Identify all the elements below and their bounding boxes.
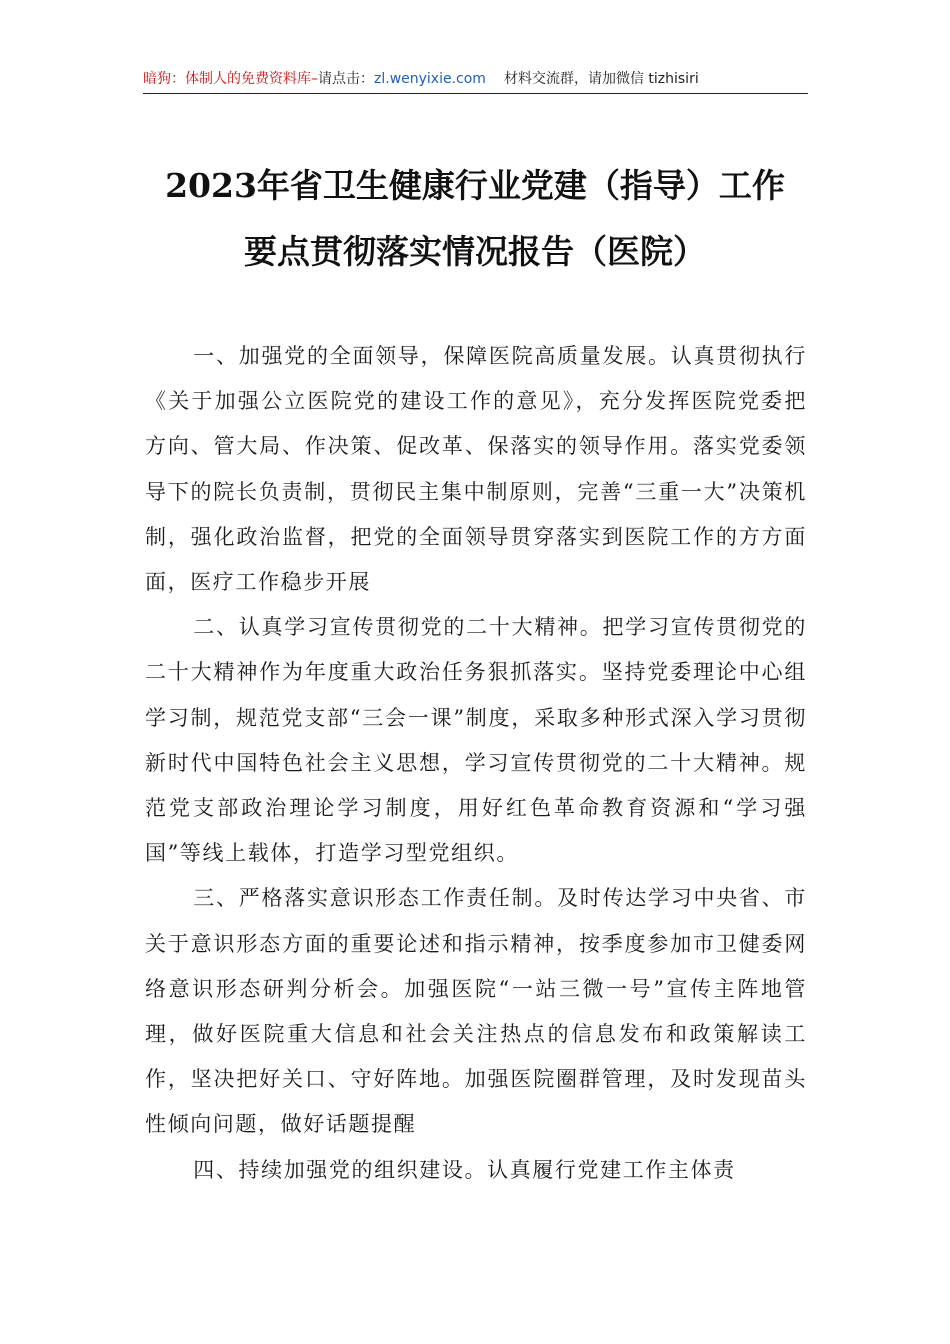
paragraph-4: 四、持续加强党的组织建设。认真履行党建工作主体责 bbox=[193, 1157, 736, 1182]
document-header-banner bbox=[143, 66, 808, 92]
document-title-line-1: 2023年省卫生健康行业党建（指导）工作 bbox=[165, 166, 785, 205]
document-title-line-2: 要点贯彻落实情况报告（医院） bbox=[244, 232, 706, 271]
paragraph-3: 三、严格落实意识形态工作责任制。及时传达学习中央省、市关于意识形态方面的重要论述和指示精神，按季度参加市卫健委网络意识形态研判分析会。加强医院“一站三微一号”宣传主阵地管理，做好医院重大信息和社会关注热点的信息发布和政策解读工作，坚决把好关口、守好阵地。加强医院圈群管理，及时发现苗头性倾向问题，做好话题提醒 bbox=[145, 886, 807, 1137]
paragraph-2: 二、认真学习宣传贯彻党的二十大精神。把学习宣传贯彻党的二十大精神作为年度重大政治任务狠抓落实。坚持党委理论中心组学习制，规范党支部“三会一课”制度，采取多种形式深入学习贯彻新时代中国特色社会主义思想，学习宣传贯彻党的二十大精神。规范党支部政治理论学习制度，用好红色革命教育资源和“学习强国”等线上载体，打造学习型党组织。 bbox=[145, 615, 807, 866]
header-wechat-note: 材料交流群，请加微信 tizhisiri bbox=[503, 71, 699, 87]
header-visit-label: 请点击： bbox=[318, 71, 374, 87]
header-brand: 暗狗：体制人的免费资料库 bbox=[143, 71, 311, 87]
header-divider bbox=[143, 93, 808, 94]
paragraph-1: 一、加强党的全面领导，保障医院高质量发展。认真贯彻执行《关于加强公立医院党的建设工作的意见》，充分发挥医院党委把方向、管大局、作决策、促改革、保落实的领导作用。落实党委领导下的院长负责制，贯彻民主集中制原则，完善“三重一大”决策机制，强化政治监督，把党的全面领导贯穿落实到医院工作的方方面面，医疗工作稳步开展 bbox=[145, 344, 807, 595]
header-separator: – bbox=[311, 71, 318, 87]
header-url-link[interactable]: zl.wenyixie.com bbox=[374, 71, 486, 87]
document-body bbox=[145, 334, 807, 1193]
